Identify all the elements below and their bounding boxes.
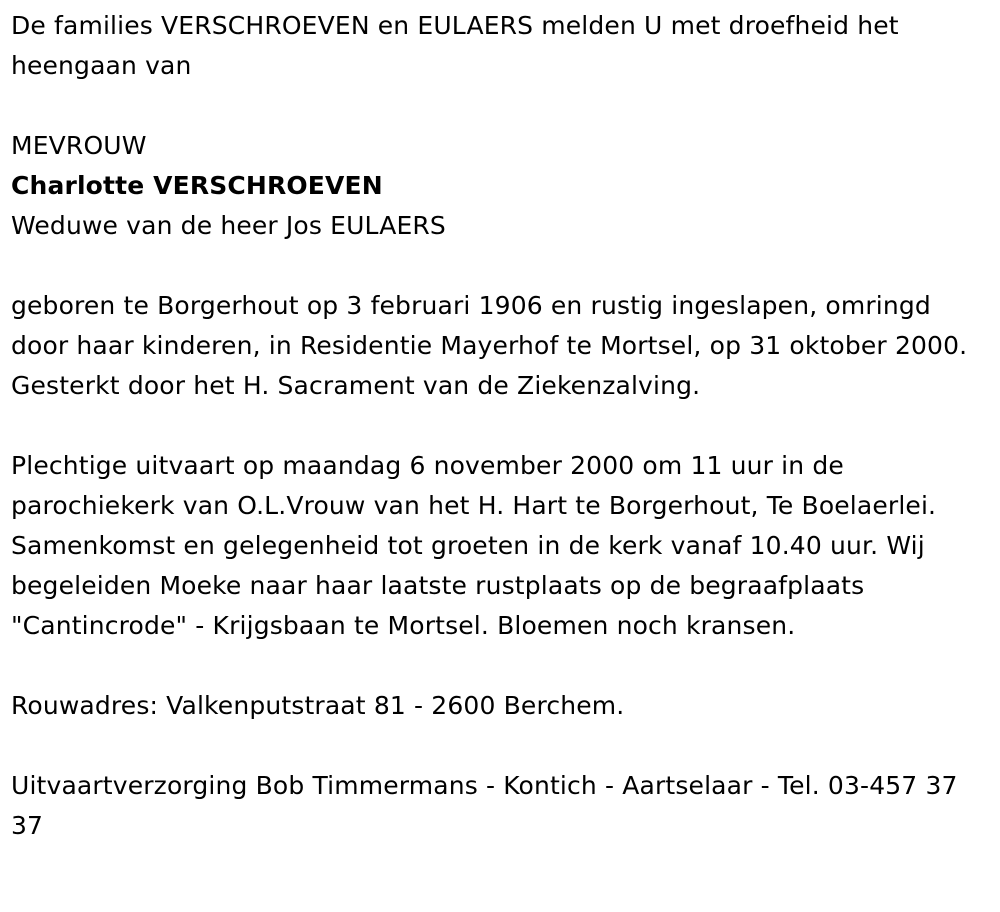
relation-line: Weduwe van de heer Jos EULAERS <box>11 211 446 240</box>
intro-paragraph: De families VERSCHROEVEN en EULAERS melden U met droefheid het heengaan van <box>11 11 899 80</box>
death-notice <box>11 6 991 846</box>
funeral-paragraph: Plechtige uitvaart op maandag 6 november 2000 om 11 uur in de parochiekerk van O.L.Vrouw van het H. Hart te Borgerhout, Te Boelaerlei. Samenkomst en gelegenheid tot groeten in de kerk vanaf 10.40 uur. Wij begeleiden Moeke naar haar laatste rustplaats op de begraafplaats "Cantincrode" - Krijgsbaan te Mortsel. Bloemen noch kransen. <box>11 451 937 640</box>
mourning-address: Rouwadres: Valkenputstraat 81 - 2600 Berchem. <box>11 691 625 720</box>
undertaker-line: Uitvaartverzorging Bob Timmermans - Kontich - Aartselaar - Tel. 03-457 37 37 <box>11 771 958 840</box>
deceased-name: Charlotte VERSCHROEVEN <box>11 171 383 200</box>
birth-death-paragraph: geboren te Borgerhout op 3 februari 1906 en rustig ingeslapen, omringd door haar kinderen, in Residentie Mayerhof te Mortsel, op 31 oktober 2000. Gesterkt door het H. Sacrament van de Ziekenzalving. <box>11 291 968 400</box>
title-prefix: MEVROUW <box>11 131 147 160</box>
